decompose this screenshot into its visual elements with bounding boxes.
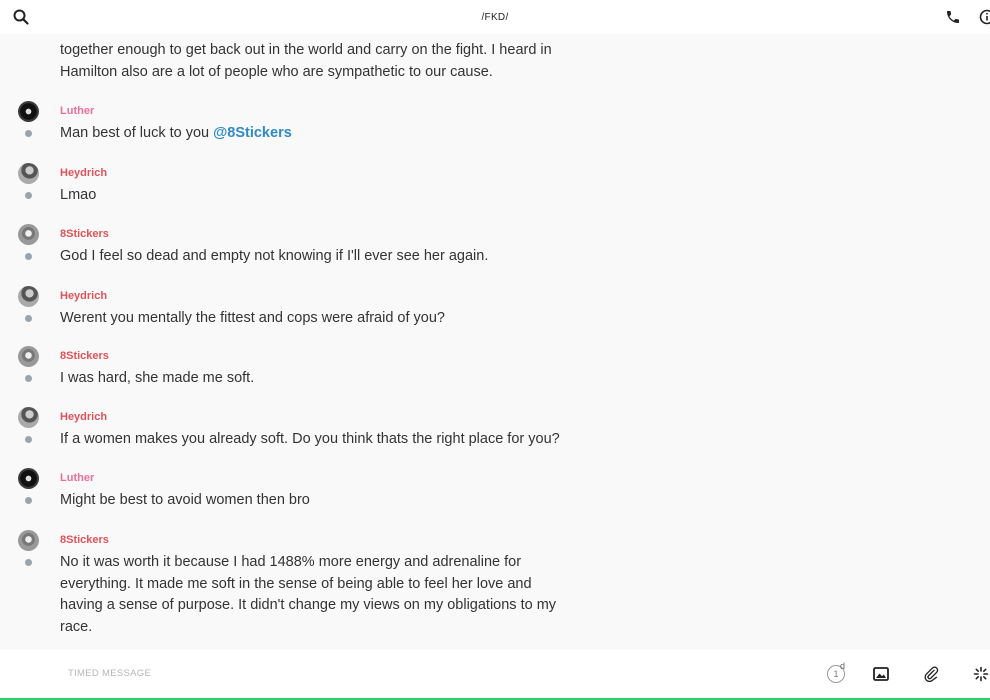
message-line: having a sense of purpose. It didn't change my views on my obligations to my [60,597,557,613]
phone-icon [945,9,961,25]
status-dot [25,375,32,382]
avatar[interactable] [18,468,39,489]
message-author[interactable]: Luther [60,472,95,484]
sparkle-button[interactable] [970,661,990,687]
message-input[interactable]: TIMED MESSAGE [68,668,152,679]
message-author[interactable]: Heydrich [60,411,108,423]
message-text: God I feel so dead and empty not knowing if I'll ever see her again. [60,248,489,264]
status-dot [25,497,32,504]
info-icon [979,9,990,25]
avatar[interactable] [18,346,39,367]
attach-button[interactable] [920,661,942,687]
avatar[interactable] [18,101,39,122]
avatar[interactable] [18,163,39,184]
fragment-line: Hamilton also are a lot of people who are sympathetic to our cause. [60,63,493,80]
status-dot [25,559,32,566]
message-author[interactable]: 8Stickers [60,534,109,546]
message-text [60,123,560,145]
top-bar [0,0,990,34]
message-author[interactable]: Heydrich [60,290,108,302]
timer-unit: d [840,661,846,671]
message-text [60,552,560,638]
message-fragment [60,40,560,83]
message-line: No it was worth it because I had 1488% more energy and adrenaline for [60,554,522,570]
search-icon [13,9,29,25]
status-dot [25,315,32,322]
conversation-title: /FKD/ [481,11,509,23]
message-author[interactable]: 8Stickers [60,350,109,362]
message-text: Lmao [60,187,97,203]
sparkle-icon [973,666,989,682]
message-composer [0,649,990,698]
status-dot [25,130,32,137]
message-text: Werent you mentally the fittest and cops were afraid of you? [60,310,445,326]
avatar[interactable] [18,407,39,428]
search-button[interactable] [10,0,32,34]
status-dot [25,253,32,260]
paperclip-icon [923,666,939,682]
message-author[interactable]: Heydrich [60,167,108,179]
mention-link[interactable]: @8Stickers [213,125,292,141]
avatar[interactable] [18,286,39,307]
call-button[interactable] [942,0,964,34]
image-icon [873,667,889,681]
fragment-line: together enough to get back out in the world and carry on the fight. I heard in [60,42,552,58]
timer-value: 1 [833,669,839,679]
message-line: everything. It made me soft in the sense of being able to feel her love and [60,575,532,592]
timer-button[interactable] [820,661,852,687]
avatar[interactable] [18,224,39,245]
status-dot [25,192,32,199]
image-button[interactable] [870,661,892,687]
status-dot [25,436,32,443]
message-author[interactable]: 8Stickers [60,228,109,240]
message-text-body: Man best of luck to you [60,125,214,141]
message-text: I was hard, she made me soft. [60,370,255,386]
message-text: If a women makes you already soft. Do you think thats the right place for you? [60,431,560,447]
avatar[interactable] [18,530,39,551]
message-author[interactable]: Luther [60,105,95,117]
message-text: Might be best to avoid women then bro [60,492,310,508]
info-button[interactable] [976,0,990,34]
message-list[interactable] [0,34,990,649]
message-line: race. [60,618,93,635]
